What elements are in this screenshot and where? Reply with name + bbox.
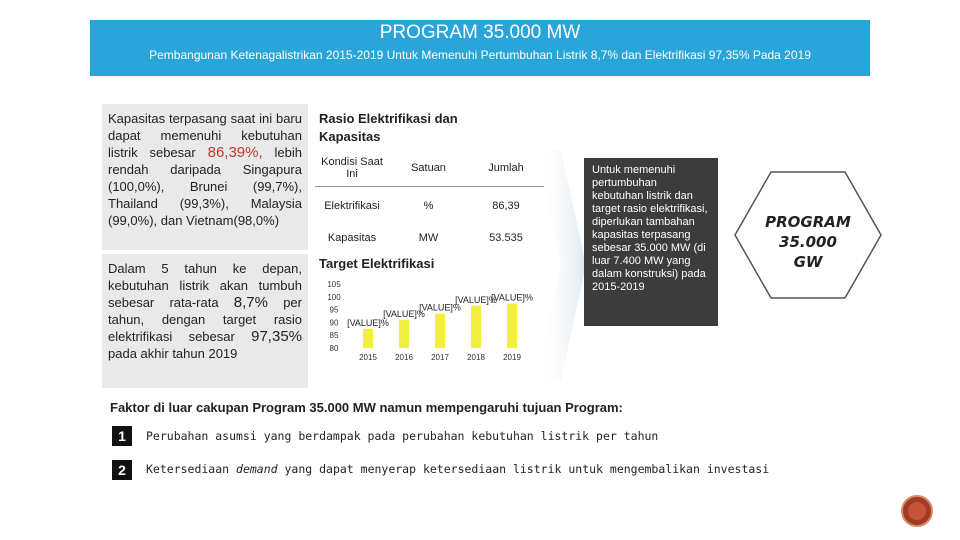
faktor-item-1: Perubahan asumsi yang berdampak pada perubahan kebutuhan listrik per tahun xyxy=(146,429,659,443)
growth-text-b: per tahun, dengan target rasio elektrifikasi sebesar xyxy=(108,295,302,344)
y-tick-label: 80 xyxy=(329,344,339,353)
data-label: [VALUE]% xyxy=(455,294,497,305)
y-tick-label: 105 xyxy=(327,280,341,289)
y-tick-label: 95 xyxy=(329,305,339,315)
corner-logo-icon xyxy=(900,494,934,528)
faktor-item-2-text-a: Ketersediaan xyxy=(146,462,237,476)
y-tick-label: 100 xyxy=(327,292,341,302)
table-row xyxy=(315,225,544,251)
data-label: [VALUE]% xyxy=(347,317,389,328)
bar-2017 xyxy=(435,313,445,348)
header-banner xyxy=(90,20,870,76)
arrow-shape xyxy=(536,150,586,380)
bar-2016 xyxy=(399,320,409,348)
growth-text-a: Dalam 5 tahun ke depan, kebutuhan listrik akan tumbuh sebesar rata-rata xyxy=(108,261,302,310)
data-label: [VALUE]% xyxy=(491,292,533,303)
y-tick-label: 85 xyxy=(329,331,339,341)
bar-2019 xyxy=(507,304,517,348)
y-tick-label: 90 xyxy=(329,318,339,328)
page-title: PROGRAM 35.000 MW xyxy=(379,22,581,43)
table-cell: Kapasitas xyxy=(327,232,377,244)
x-tick-label: 2018 xyxy=(467,353,485,362)
x-tick-label: 2019 xyxy=(503,353,521,362)
badge-line-1: PROGRAM xyxy=(765,213,851,231)
table-cell: 53.535 xyxy=(489,232,523,244)
data-label: [VALUE]% xyxy=(383,308,425,319)
capacity-percentage: 86,39%, xyxy=(207,144,263,161)
faktor-item-2 xyxy=(146,462,769,476)
faktor-item-2-demand: demand xyxy=(236,462,278,476)
rasio-table xyxy=(315,150,544,251)
table-cell: 86,39 xyxy=(492,200,520,212)
table-header-satuan: Satuan xyxy=(389,150,468,187)
badge-line-3: GW xyxy=(793,253,823,271)
x-tick-label: 2015 xyxy=(359,353,377,362)
table-cell: Elektrifikasi xyxy=(324,200,380,212)
chart-title: Target Elektrifikasi xyxy=(319,256,435,271)
callout-box: Untuk memenuhi pertumbuhan kebutuhan listrik dan target rasio elektrifikasi, diperlukan tambahan kapasitas terpasang sebesar 35.000 MW (di luar 7.400 MW yang dalam konstruksi) pada 2015-2019 xyxy=(584,158,718,326)
table-header-row xyxy=(315,150,544,187)
page-subtitle: Pembangunan Ketenagalistrikan 2015-2019 Untuk Memenuhi Pertumbuhan Listrik 8,7% dan Elektrifikasi 97,35% Pada 2019 xyxy=(149,48,811,62)
x-tick-label: 2016 xyxy=(395,353,413,362)
number-badge-2: 2 xyxy=(112,460,132,480)
target-ratio: 97,35% xyxy=(251,328,302,345)
faktor-title: Faktor di luar cakupan Program 35.000 MW namun mempengaruhi tujuan Program: xyxy=(110,400,623,415)
bar-2018 xyxy=(471,306,481,348)
number-badge-1: 1 xyxy=(112,426,132,446)
badge-text xyxy=(733,212,883,272)
capacity-text-a: Kapasitas terpasang saat ini baru dapat memenuhi kebutuhan listrik sebesar xyxy=(108,111,302,160)
table-row xyxy=(315,187,544,226)
bar-2015 xyxy=(363,329,373,348)
data-label: [VALUE]% xyxy=(419,302,461,313)
growth-rate: 8,7% xyxy=(233,294,268,311)
faktor-item-2-text-b: yang dapat menyerap ketersediaan listrik untuk mengembalikan investasi xyxy=(277,462,770,476)
table-cell: % xyxy=(423,200,434,212)
capacity-info-panel xyxy=(102,104,308,250)
target-elektrifikasi-chart xyxy=(320,272,540,368)
table-cell: MW xyxy=(418,232,439,244)
badge-line-2: 35.000 xyxy=(779,233,837,251)
table-header-kondisi: Kondisi Saat Ini xyxy=(315,150,389,187)
rasio-title: Rasio Elektrifikasi dan Kapasitas xyxy=(319,111,458,144)
growth-text-c: pada akhir tahun 2019 xyxy=(108,346,238,361)
growth-info-panel xyxy=(102,254,308,388)
x-tick-label: 2017 xyxy=(431,353,449,362)
table-header-jumlah: Jumlah xyxy=(468,150,544,187)
capacity-text-b: lebih rendah daripada Singapura (100,0%), Brunei (99,7%), Thailand (99,3%), Malaysia (99,0%), dan Vietnam(98,0%) xyxy=(108,145,302,228)
